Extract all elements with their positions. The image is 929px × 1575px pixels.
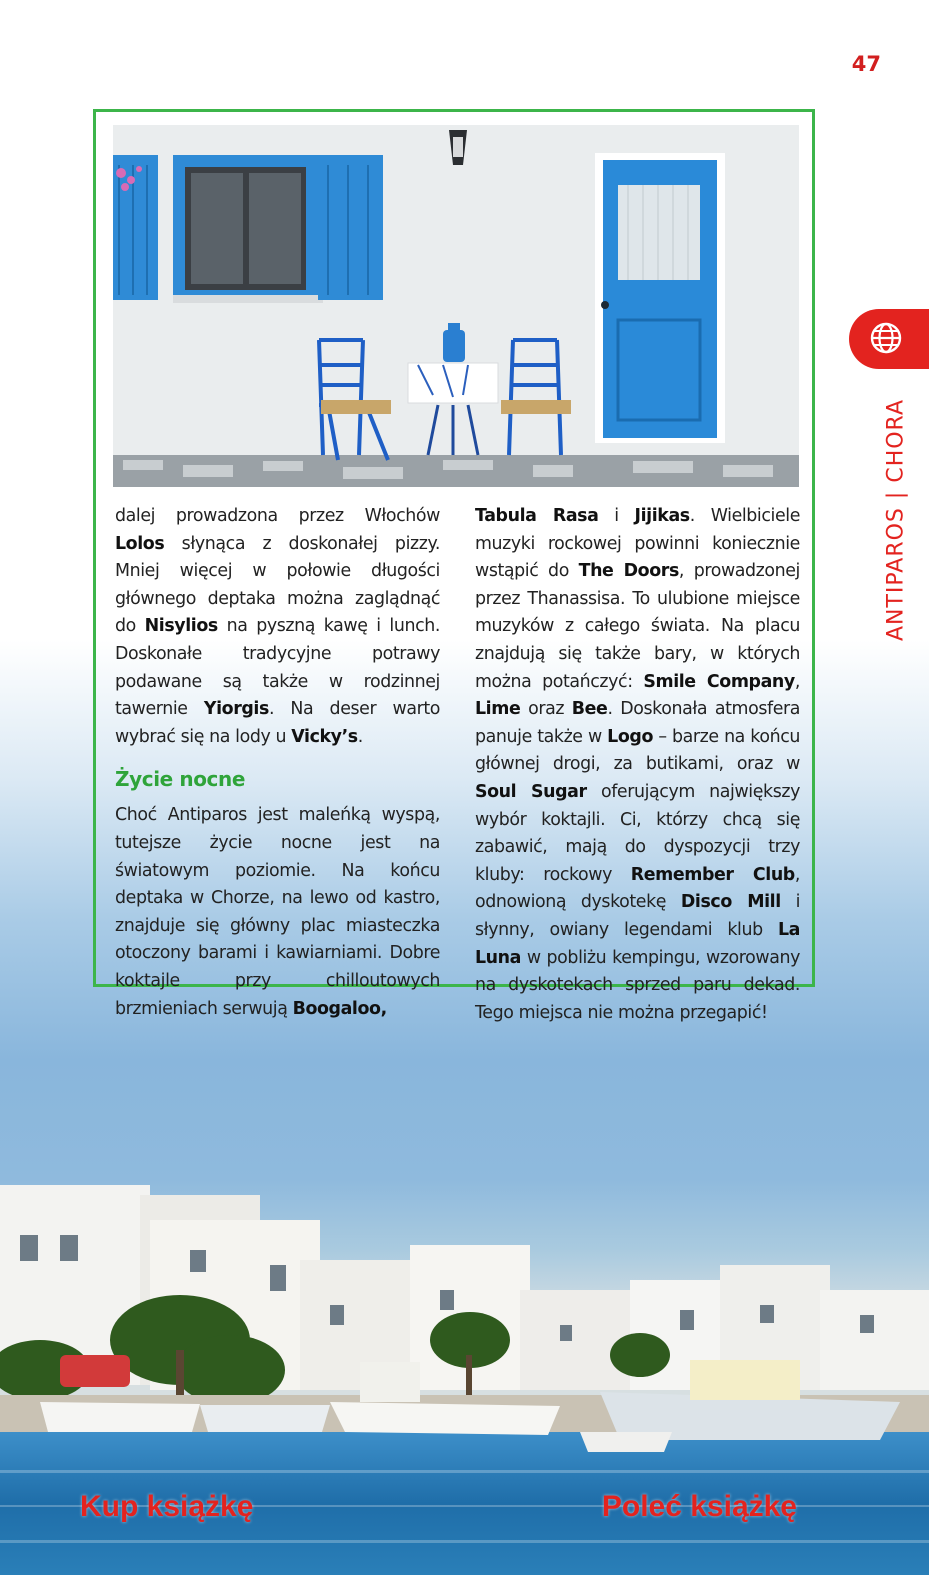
venue-name: Vicky’s bbox=[291, 726, 358, 747]
left-column bbox=[115, 503, 440, 1023]
region-name: ANTIPAROS bbox=[883, 507, 909, 642]
venue-name: The Doors bbox=[578, 561, 679, 582]
venue-name: Lolos bbox=[115, 533, 165, 554]
page-number: 47 bbox=[851, 52, 881, 76]
house-photo bbox=[113, 125, 799, 487]
right-column bbox=[475, 503, 800, 1027]
venue-name: Disco Mill bbox=[680, 892, 781, 913]
place-name: CHORA bbox=[883, 398, 909, 483]
venue-name: Tabula Rasa bbox=[475, 506, 599, 526]
venue-name: Smile Company bbox=[643, 671, 795, 692]
venue-name: Remember Club bbox=[630, 864, 795, 885]
section-heading-nightlife: Życie nocne bbox=[115, 767, 246, 792]
venue-name: Logo bbox=[607, 726, 653, 747]
venue-name: Yiorgis bbox=[203, 699, 269, 720]
right-paragraph-1: Tabula Rasa i Jijikas. Wielbiciele muzyki rockowej powinni koniecznie wstąpić do The Doors, prowadzonej przez Thanassisa. To ulubione miejsce muzyków z całego świata. Na placu znajdują się także bary, w których można potańczyć: Smile Company, Lime oraz Bee. Doskonała atmosfera panuje także w Logo – barze na końcu głównej drogi, za butikami, oraz w Soul Sugar oferującym największy wybór koktajli. Ci, którzy chcą się zabawić, mają do dyspozycji trzy kluby: rockowy Remember Club, odnowioną dyskotekę Disco Mill i słynny, owiany legendami klub La Luna w pobliżu kempingu, wzorowany na dyskotekach sprzed paru dekad. Tego miejsca nie można przegapić! bbox=[475, 506, 801, 1023]
venue-name: La Luna bbox=[475, 919, 800, 968]
recommend-book-link[interactable]: Poleć książkę bbox=[601, 1490, 797, 1523]
section-tab bbox=[849, 309, 929, 369]
globe-icon bbox=[869, 321, 903, 355]
venue-name: Bee bbox=[571, 699, 608, 720]
separator: | bbox=[883, 490, 909, 500]
venue-name: Boogaloo, bbox=[292, 998, 387, 1019]
buy-book-link[interactable]: Kup książkę bbox=[80, 1490, 254, 1523]
venue-name: Nisylios bbox=[144, 616, 218, 637]
section-label bbox=[884, 399, 909, 641]
venue-name: Jijikas bbox=[634, 506, 690, 526]
venue-name: Soul Sugar bbox=[475, 781, 587, 802]
left-paragraph-1: dalej prowadzona przez Włochów Lolos słynąca z doskonałej pizzy. Mniej więcej w połowie długości głównego deptaka można zaglądnąć do Nisylios na pyszną kawę i lunch. Doskonałe tradycyjne potrawy podawane są także w rodzinnej tawernie Yiorgis. Na deser warto wybrać się na lody u Vicky’s. bbox=[115, 506, 440, 747]
venue-name: Lime bbox=[475, 699, 521, 720]
left-paragraph-2: Choć Antiparos jest maleńką wyspą, tutejsze życie nocne jest na światowym poziomie. Na końcu deptaka w Chorze, na lewo od kastro, znajduje się główny plac miasteczka otoczony barami i kawiarniami. Dobre koktajle przy chilloutowych brzmieniach serwują Boogaloo, bbox=[115, 805, 440, 1019]
